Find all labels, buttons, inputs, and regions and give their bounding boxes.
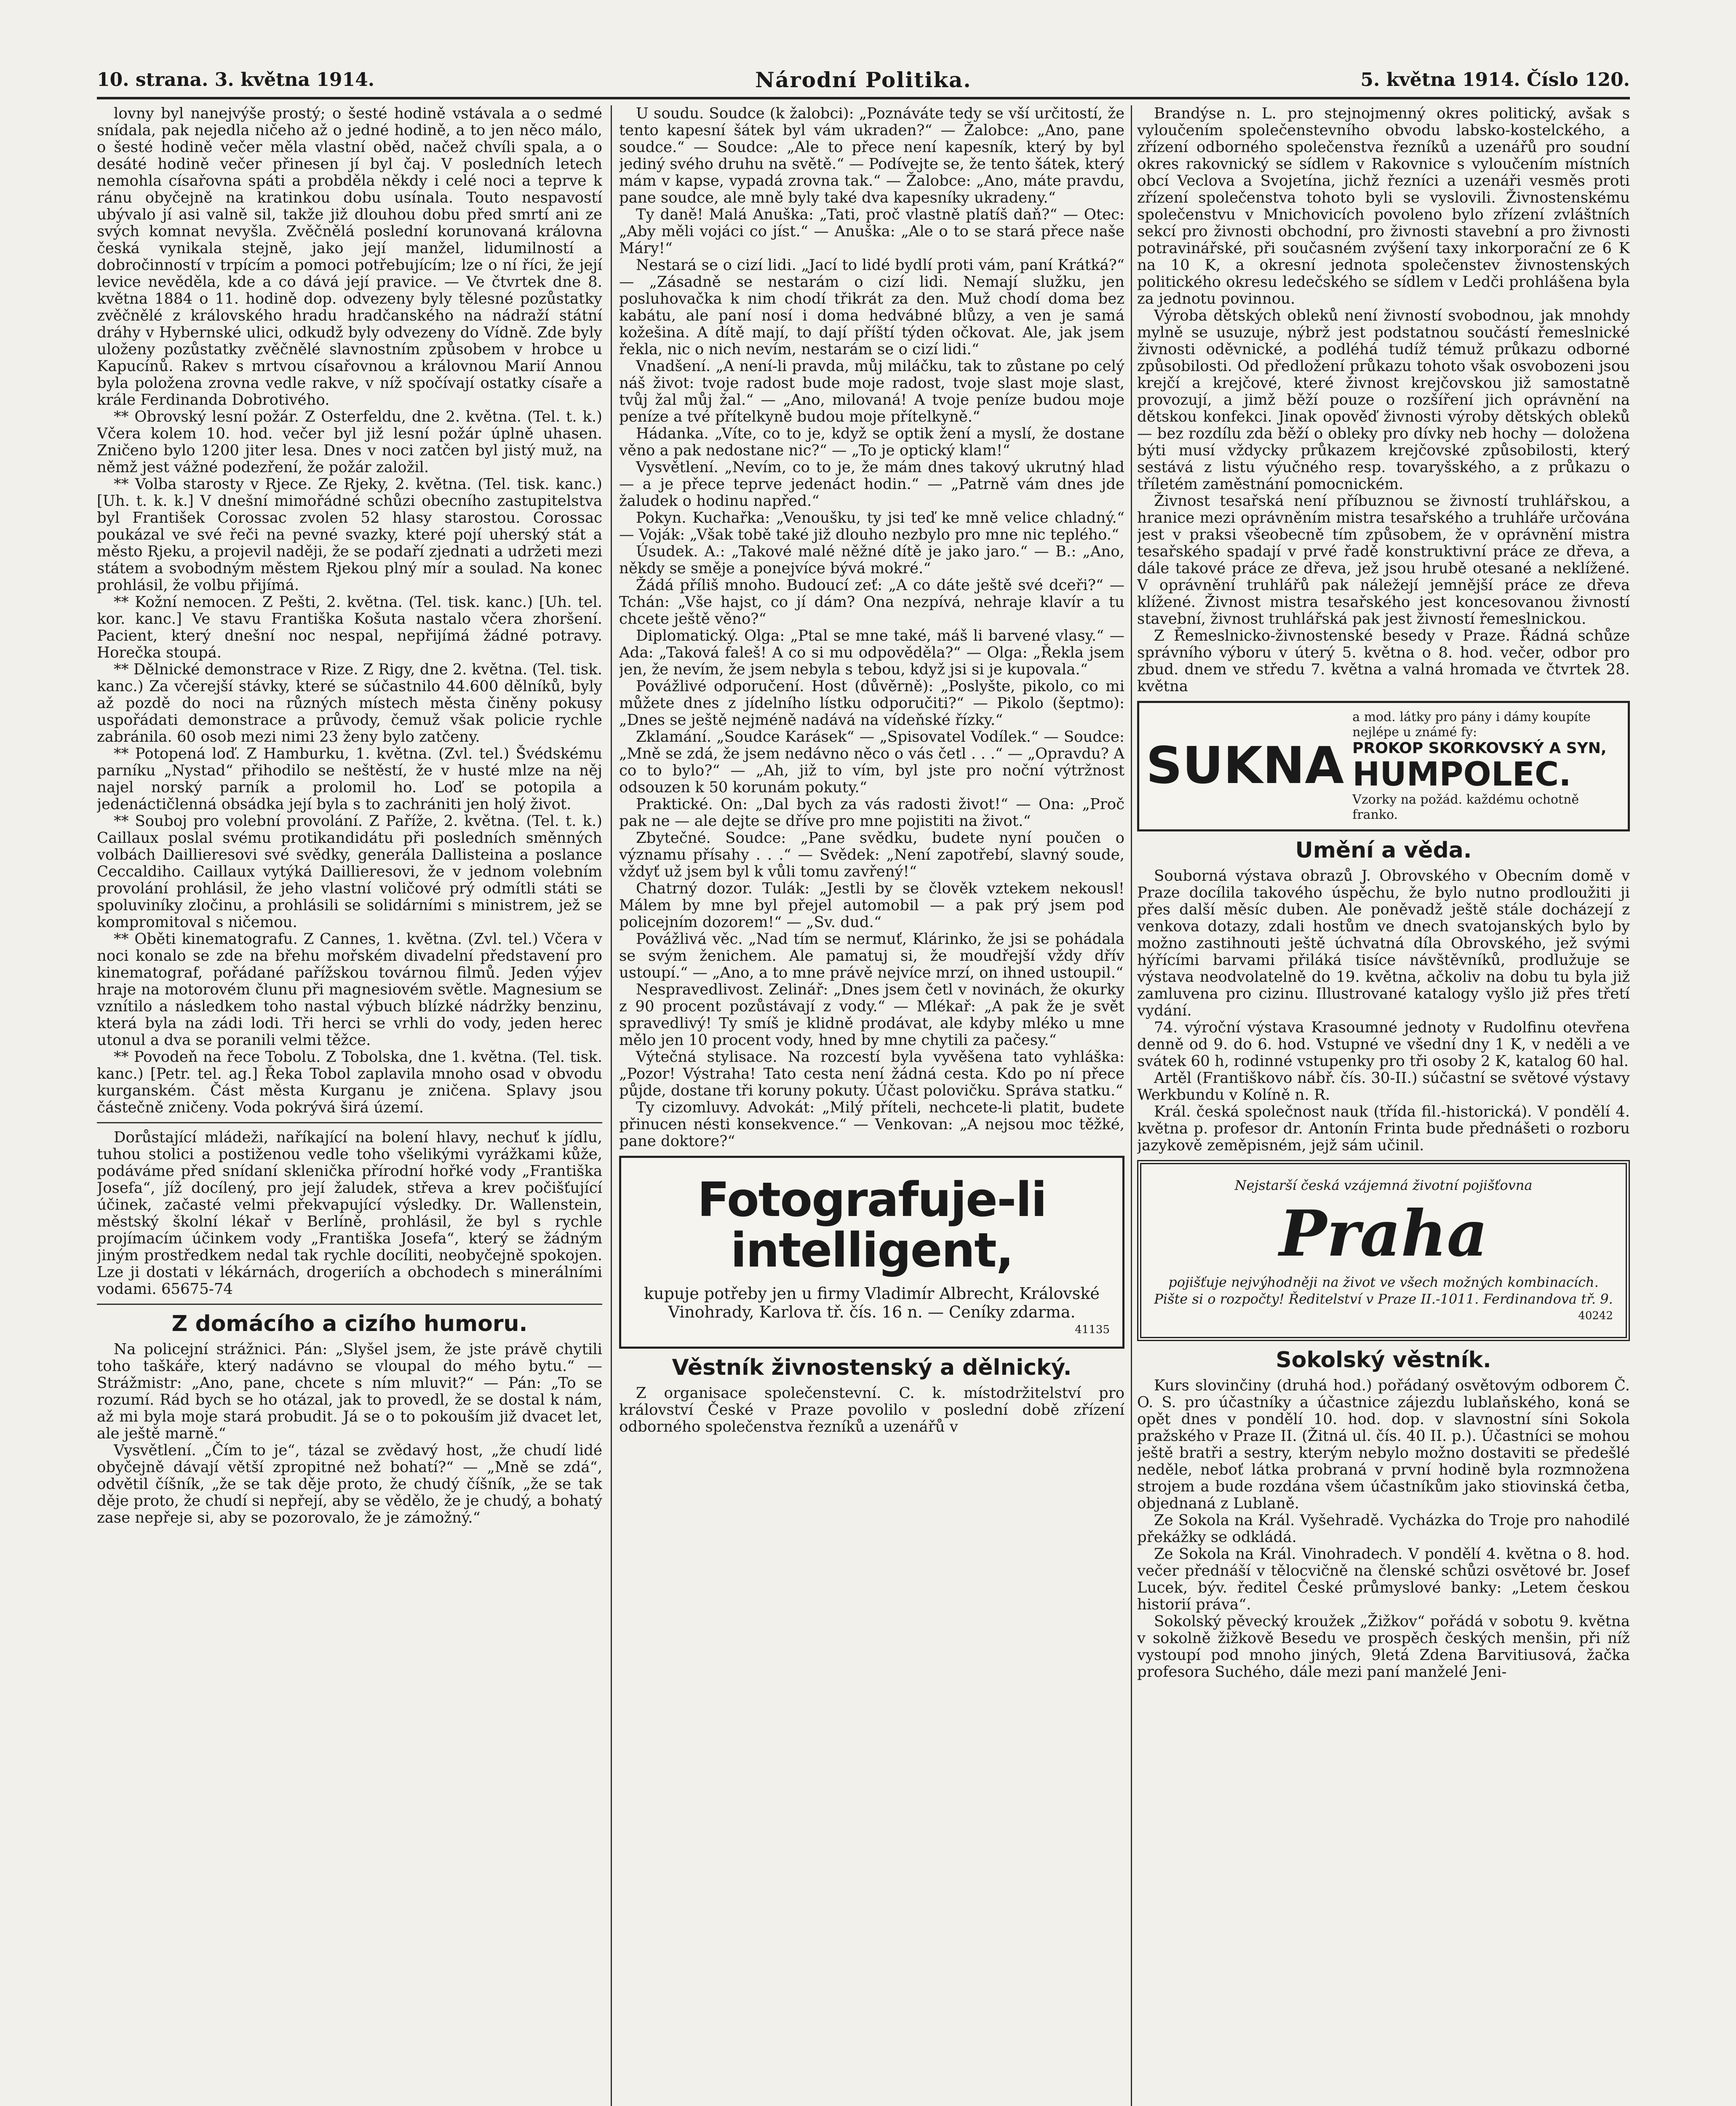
section-heading-sokol: Sokolský věstník. (1276, 1347, 1491, 1373)
humor-item: Povážlivá věc. „Nad tím se nermuť, Klárinko, že jsi se pohádala se svým ženichem. Ale pamatuj si, že moudřejší vždy dřív ustoupí.“ — „Ano, a to mne právě nejvíce mrzí, on ihned ustoupil.“ (619, 930, 1124, 981)
news-item: ** Povodeň na řece Tobolu. Z Tobolska, dne 1. května. (Tel. tisk. kanc.) [Petr. tel. ag.] Řeka Tobol zaplavila mnoho osad v obvodu kurganském. Část města Kurganu je zničena. Splavy jsou částečně zničeny. Voda pokrývá širá území. (97, 1048, 602, 1116)
article-paragraph: Souborná výstava obrazů J. Obrovského v Obecním domě v Praze docílila takového úspěchu, že bylo nutno prodloužiti ji přes další měsíc duben. Ale poněvadž ještě stále docházejí z venkova dotazy, zdali hostům ve dnech svatojanských bylo by možno zastihnouti ještě úchvatná díla Obrovského, jež svými hýřícími barvami přiláká tisíce návštěvníků, prodlužuje se výstava neodvolatelně do 19. května, ačkoliv na dobu tu byla již zamluvena pro cizinu. Illustrované katalogy vyšlo již přes třetí vydání. (1137, 867, 1630, 1019)
news-item: ** Souboj pro volební provolání. Z Paříže, 2. května. (Tel. t. k.) Caillaux poslal svému protikandidátu při posledních směnných volbách Daillieresovi své svědky, generála Dallisteina a poslance Ceccaldiho. Caillaux vytýká Daillieresovi, že v jednom volebním provolání prohlásil, že jeho vlastní voličové prý odmítli státi se spoluviníky zločinu, a prohlásili se solidárními s ministrem, jež se kompromitoval s ničemou. (97, 812, 602, 931)
ad-headline: Fotografuje-li intelligent, (697, 1173, 1047, 1278)
article-paragraph: Živnost tesařská není příbuznou se živností truhlářskou, a hranice mezi oprávněním mistra tesařského a truhláře určována jest v praksi všeobecně tím způsobem, že v oprávnění mistra tesařského spadají v prvé řadě konstruktivní práce ze dřeva, a dále takové práce ze dřeva, jež jsou hrubě otesané a neklížené. V oprávnění truhlářů pak náležejí jemnější práce ze dřeva klížené. Živnost mistra tesařského jest koncesovanou živností stavební, živnost truhlářská pak jest živností řemeslnickou. (1137, 492, 1630, 628)
article-paragraph: 74. výroční výstava Krasoumné jednoty v Rudolfinu otevřena denně od 9. do 6. hod. Vstupné ve všední dny 1 K, v neděli a ve svátek 60 h, rodinné vstupenky pro tři osoby 2 K, katalog 60 hal. (1137, 1019, 1630, 1070)
ad-firm-name: PROKOP SKORKOVSKÝ A SYN, (1352, 740, 1607, 757)
advertisement-praha (1137, 1160, 1630, 1341)
humor-item: Hádanka. „Víte, co to je, když se optik žení a myslí, že dostane věno a pak nedostane nic?“ — „To je optický klam!“ (619, 425, 1124, 459)
ad-town: HUMPOLEC. (1352, 756, 1571, 794)
section-divider (97, 1304, 602, 1305)
column-3 (1137, 105, 1630, 2106)
news-item: ** Kožní nemocen. Z Pešti, 2. května. (Tel. tisk. kanc.) [Uh. tel. kor. kanc.] Ve stavu Františka Košuta nastalo včera zhoršení. Pacient, který dnešní noc nespal, nepřijímá žádné potravy. Horečka stoupá. (97, 593, 602, 661)
article-paragraph: Artěl (Františkovo nábř. čís. 30-II.) súčastní se světové výstavy Werkbundu v Kolíně n. R. (1137, 1069, 1630, 1104)
section-heading-humor: Z domácího a cizího humoru. (171, 1311, 528, 1336)
article-paragraph: Z organisace společenstevní. C. k. místodržitelství pro království České v Praze povolilo v poslední době zřízení odborného společenstva řezníků a uzenářů v (619, 1384, 1124, 1435)
humor-item: Praktické. On: „Dal bych za vás radosti život!“ — Ona: „Proč pak ne — ale dejte se dříve pro mne pojistiti na život.“ (619, 796, 1124, 830)
news-item: ** Volba starosty v Rjece. Ze Rjeky, 2. května. (Tel. tisk. kanc.) [Uh. t. k. k.] V dnešní mimořádné schůzi obecního zastupitelstva byl František Corossac zvolen 52 hlasy starostou. Corossac poukázal ve své řeči na pevné svazky, které pojí uherský stát a město Rjeku, a projevil naději, že se podaří zjednati a udržeti mezi státem a svobodným městem Rjekou plný mír a soulad. Na konec prohlásil, že volbu přijímá. (97, 476, 602, 594)
humor-item: Nespravedlivost. Zelinář: „Dnes jsem četl v novinách, že okurky z 90 procent pozůstávají z vody.“ — Mlékař: „A pak že je svět spravedlivý! Ty smíš je klidně prodávat, ale kdyby mléko u mne mělo jen 10 procent vody, hned by mne chytili za pačesy.“ (619, 981, 1124, 1049)
article-paragraph: Ze Sokola na Král. Vyšehradě. Vycházka do Troje pro nahodilé překážky se odkládá. (1137, 1512, 1630, 1546)
article-paragraph: Král. česká společnost nauk (třída fil.-historická). V pondělí 4. května p. profesor dr. Antonín Frinta bude přednášeti o rozboru jazykově zeměpisném, jejž sám učinil. (1137, 1103, 1630, 1154)
ad-text: pojišťuje nejvýhodněji na život ve všech možných kombinacích. Pište si o rozpočty! Ředitelství v Praze II.-1011. Ferdinandova tř. 9. (1154, 1274, 1613, 1307)
section-heading-trade: Věstník živnostenský a dělnický. (672, 1355, 1072, 1380)
news-item: ** Obrovský lesní požár. Z Osterfeldu, dne 2. května. (Tel. t. k.) Včera kolem 10. hod. večer byl již lesní požár úplně uhasen. Zničeno bylo 1200 jiter lesa. Dnes v noci zatčen byl jistý muž, na němž jest vážné podezření, že požár založil. (97, 408, 602, 476)
humor-item: Pokyn. Kuchařka: „Venoušku, ty jsi teď ke mně velice chladný.“ — Voják: „Však tobě také již dlouho nezbylo pro mne nic teplého.“ (619, 509, 1124, 543)
article-paragraph: Výroba dětských obleků není živností svobodnou, jak mnohdy mylně se usuzuje, nýbrž jest podstatnou součástí řemeslnické živnosti oděvnické, a podléhá tudíž témuž průkazu odborné způsobilosti. Od předložení průkazu tohoto však osvobozeni jsou krejčí a krejčové, které živnost krejčovskou již samostatně provozují, a jimž běží pouze o rozšíření jich oprávnění na dětskou konfekci. Jinak opověď živnosti výroby dětských obleků — bez rozdílu zda běží o obleky pro dívky neb hochy — doložena býti musí vždycky průkazem krejčovské způsobilosti, který sestává z listu výučného resp. tovaryšského, a z průkazu o tříletém zaměstnání pomocnickém. (1137, 307, 1630, 493)
humor-item: Žádá příliš mnoho. Budoucí zeť: „A co dáte ještě své dceři?“ — Tchán: „Vše hajst, co jí dám? Ona nezpívá, nehraje klavír a tu chcete ještě věno?“ (619, 577, 1124, 628)
humor-item: Vysvětlení. „Nevím, co to je, že mám dnes takový ukrutný hlad — a je přece teprve jedenáct hodin.“ — „Patrně vám dnes jde žaludek o hodinu napřed.“ (619, 459, 1124, 510)
humor-item: Diplomatický. Olga: „Ptal se mne také, máš li barvené vlasy.“ — Ada: „Taková faleš! A co si mu odpověděla?“ — Olga: „Řekla jsem jen, že nevím, že jsem nebyla s tebou, když jsi si je kupovala.“ (619, 627, 1124, 678)
ad-text: Vzorky na požád. každému ochotně franko. (1352, 792, 1579, 822)
humor-item: Zbytečné. Soudce: „Pane svědku, budete nyní poučen o významu přísahy . . .“ — Svědek: „Není zapotřebí, slavný soude, vždyť už jsem byl k vůli tomu zavřený!“ (619, 829, 1124, 880)
column-rule (611, 105, 612, 2106)
article-paragraph: Brandýse n. L. pro stejnojmenný okres politický, avšak s vyloučením společenstevního obvodu labsko-kostelckého, a zřízení odborného společenstva řezníků a uzenářů pro soudní okres rakovnický se sídlem v Rakovnice s vyloučením místních obcí Veclova a Svojetína, jichž řezníci a uzenáři vesměs proti zřízení společenstva tohoto byli se vyslovili. Živnostenskému společenstvu v Mnichovicích povoleno bylo zřízení zvláštních sekcí pro živnosti obchodní, pro živnosti stavební a pro živnosti potravinářské, při současném zvýšení taxy inkorporační ze 6 K na 10 K, a okresní jednota společenstev živnostenských politického okresu ledečského se sídlem v Ledči prohlášena byla za jednotu povinnou. (1137, 105, 1630, 307)
humor-item: Ty daně! Malá Anuška: „Tati, proč vlastně platíš daň?“ — Otec: „Aby měli vojáci co jíst.“ — Anuška: „Ale o to se stará přece naše Máry!“ (619, 206, 1124, 257)
humor-item: Zklamání. „Soudce Karásek“ — „Spisovatel Vodílek.“ — Soudce: „Mně se zdá, že jsem nedávno něco o vás četl . . .“ — „Opravdu? A co to bylo?“ — „Ah, již to vím, byl jste pro noční výtržnost odsouzen k 50 korunám pokuty.“ (619, 728, 1124, 796)
advertisement-photography (619, 1156, 1124, 1349)
ad-text: a mod. látky pro pány i dámy koupíte nejlépe u známé fy: (1352, 710, 1591, 740)
article-paragraph: Z Řemeslnicko-živnostenské besedy v Praze. Řádná schůze správního výboru v úterý 5. května o 8. hod. večer, odbor pro zbud. dnem ve středu 7. května a valná hromada ve čtvrtek 28. května (1137, 627, 1630, 695)
article-paragraph: Sokolský pěvecký kroužek „Žižkov“ pořádá v sobotu 9. května v sokolně žižkově Besedu ve prospěch českých menšin, při níž vystoupí pod mnoho jiných, 9letá Zdena Barvitiusová, žačka profesora Suchého, dále mezi paní manželé Jeni- (1137, 1613, 1630, 1681)
humor-item: Ty cizomluvy. Advokát: „Milý příteli, nechcete-li platit, budete přinucen nésti konsekvence.“ — Venkovan: „A nejsou moc těžké, pane doktore?“ (619, 1099, 1124, 1150)
humor-item: Nestará se o cizí lidi. „Jací to lidé bydlí proti vám, paní Krátká?“ — „Zásadně se nestarám o cizí lidi. Nemají služku, jen posluhovačka k nim chodí třikrát za den. Muž chodí doma bez kabátu, ale paní nosí i doma hedvábné blůzy, a ven je samá kožešina. A dítě mají, to dají příští týden očkovat. Ale, jak jsem řekla, nic o nich nevím, nestarám se o cizí lidi.“ (619, 257, 1124, 358)
advertorial-paragraph: Dorůstající mládeži, naříkající na bolení hlavy, nechuť k jídlu, tuhou stolici a postiženou vedle toho všelikými vyrážkami kůže, podáváme před snídaní sklenička přírodní hořké vody „Františka Josefa“, jíž docílený, pro její žaludek, střeva a krev počišťující účinek, začasté velmi překvapující výsledky. Dr. Wallenstein, městský školní lékař v Berlíně, prohlásil, že byl s rychle projímacím účinkem vody „Františka Josefa“, který se žádným jiným prostředkem nedal tak rychle docíliti, neobyčejně spokojen. Lze ji dostati v lékárnách, drogeriích a obchodech s minerálními vodami. 65675-74 (97, 1129, 602, 1298)
ad-number: 41135 (1075, 1323, 1110, 1336)
ad-text: Nejstarší česká vzájemná životní pojišťovna (1234, 1177, 1533, 1193)
column-rule (1131, 105, 1132, 2106)
page-header (97, 63, 1630, 99)
article-paragraph: Ze Sokola na Král. Vinohradech. V pondělí 4. května o 8. hod. večer přednáší v tělocvičně na členské schůzi osvětové br. Josef Lucek, býv. ředitel České průmyslové banky: „Letem českou historií práva“. (1137, 1545, 1630, 1613)
column-1 (97, 105, 602, 2106)
ad-number: 40242 (1578, 1310, 1613, 1322)
section-heading-arts: Umění a věda. (1295, 838, 1472, 863)
news-item: ** Oběti kinematografu. Z Cannes, 1. května. (Zvl. tel.) Včera v noci konalo se zde na břehu mořském divadelní představení pro kinematograf, pořádané pařížskou továrnou filmů. Jeden výjev hraje na motorovém člunu při magnesiovém světle. Magnesium se vznítilo a následkem toho nastal výbuch blízké nádržky benzinu, která byla na zádi lodi. Tři herci se vrhli do vody, jeden herec utonul a dva se poranili velmi těžce. (97, 930, 602, 1049)
article-paragraph: lovny byl nanejvýše prostý; o šesté hodině vstávala a o sedmé snídala, pak nejedla ničeho až o jedné hodině, a to jen něco málo, o šesté hodině večer měla vlastní oběd, načež chvíli spala, a o desáté hodině večer přinesen jí byl čaj. V posledních letech nemohla císařovna spáti a probděla někdy i celé noci a teprve k ránu obyčejně na kratinkou dobu usínala. Touto nespavostí ubývalo jí asi valně sil, takže již dlouhou dobu před smrtí ani ze svých komnat nevyšla. Zvěčnělá poslední korunovaná královna česká vynikala stejně, jako její manžel, lidumilností a dobročinností v trpícím a pomoci potřebujícím; lze o ní říci, že její levice nevěděla, kde a co dává její pravice. — Ve čtvrtek dne 8. května 1884 o 11. hodině dop. odvezeny byly tělesné pozůstatky zvěčnělé z královského hradu hradčanského na nádraží státní dráhy v Hybernské ulici, odkudž byly odvezeny do Vídně. Zde byly uloženy pozůstatky zvěčnělé slavnostním způsobem v hrobce u Kapucínů. Rakev s mrtvou císařovnou a královnou Marií Annou byla položena zrovna vedle rakve, v níž spočívají ostatky císaře a krále Ferdinanda Dobrotivého. (97, 105, 602, 409)
header-issue: 5. května 1914. Číslo 120. (1360, 69, 1630, 91)
humor-item: Chatrný dozor. Tulák: „Jestli by se člověk vztekem nekousl! Málem by mne byl přejel automobil — a pak prý jsem pod policejním dozorem!“ — „Sv. dud.“ (619, 880, 1124, 931)
header-masthead: Národní Politika. (755, 67, 972, 92)
article-paragraph: Kurs slovinčiny (druhá hod.) pořádaný osvětovým odborem Č. O. S. pro účastníky a účastnice zájezdu lublaňského, koná se opět dnes v pondělí 10. hod. dop. v slavnostní síni Sokola pražského v Praze II. (Žitná ul. čís. 40 II. p.). Účastníci se mohou ještě bratři a sestry, kterým nebylo možno dostaviti se předešlé neděle, neboť látka probraná v první hodině byla rozmnožena strojem a bude rozdána všem účastníkům jako stiovinská četba, objednaná z Lublaně. (1137, 1377, 1630, 1512)
humor-item: U soudu. Soudce (k žalobci): „Poznáváte tedy se vší určitostí, že tento kapesní šátek byl vám ukraden?“ — Žalobce: „Ano, pane soudce.“ — Soudce: „Ale to přece není kapesník, který by byl jediný svého druhu na světě.“ — Podívejte se, že tento šátek, který mám v kapse, vypadá zrovna tak.“ — Žalobce: „Ano, máte pravdu, pane soudce, ale mně byly také dva kapesníky ukradeny.“ (619, 105, 1124, 206)
ad-logo: SUKNA (1146, 737, 1344, 795)
ad-text: kupuje potřeby jen u firmy Vladimír Albrecht, Královské Vinohrady, Karlova tř. čís. 16 n. — Ceníky zdarma. (644, 1284, 1100, 1321)
humor-item: Povážlivé odporučení. Host (důvěrně): „Poslyšte, pikolo, co mi můžete dnes z jídelního lístku odporučiti?“ — Pikolo (šeptmo): „Dnes se ještě nejméně nadává na vídeňské řízky.“ (619, 678, 1124, 729)
header-page-date: 10. strana. 3. května 1914. (97, 69, 375, 91)
humor-item: Vysvětlení. „Čím to je“, tázal se zvědavý host, „že chudí lidé obyčejně dávají větší zpropitné než bohatí?“ — „Mně se zdá“, odvětil číšník, „že se tak děje proto, že chudý číšník, „že se tak děje proto, že chudí si nepřejí, aby se vědělo, že je chudý, a bohatý zase nepřeje si, aby se pozorovalo, že je zámožný.“ (97, 1442, 602, 1526)
humor-item: Na policejní strážnici. Pán: „Slyšel jsem, že jste právě chytili toho taškáře, který nadávno se vloupal do mého bytu.“ — Strážmistr: „Ano, pane, chcete s ním mluvit?“ — Pán: „To se rozumí. Rád bych se ho otázal, jak to provedl, že se dostal k nám, až mi byla moje stará probudit. Já se o to pokouším již dvacet let, ale ještě marně.“ (97, 1341, 602, 1442)
news-item: ** Potopená loď. Z Hamburku, 1. května. (Zvl. tel.) Švédskému parníku „Nystad“ přihodilo se neštěstí, že v husté mlze na něj najel norský parník a prolomil ho. Loď se potopila a jedenáctičlenná obsádka její byla s to zachrániti jen holý život. (97, 745, 602, 813)
column-2 (619, 105, 1124, 2106)
humor-item: Úsudek. A.: „Takové malé něžné dítě je jako jaro.“ — B.: „Ano, někdy se směje a ponejvíce bývá mokré.“ (619, 543, 1124, 577)
news-item: ** Dělnické demonstrace v Rize. Z Rigy, dne 2. května. (Tel. tisk. kanc.) Za včerejší stávky, které se súčastnilo 44.600 dělníků, byly až pozdě do noci na různých místech města činěny pokusy uspořádati demonstrace a průvody, čemuž však policie rychle zabránila. 60 osob mezi nimi 23 ženy bylo zatčeny. (97, 661, 602, 746)
advertisement-sukna (1137, 701, 1630, 831)
humor-item: Vnadšení. „A není-li pravda, můj miláčku, tak to zůstane po celý náš život: tvoje radost bude moje radost, tvoje slast moje slast, tvůj žal můj žal.“ — „Ano, milovaná! A tvoje peníze budou moje peníze a tvé přítelkyně budou moje přítelkyně.“ (619, 358, 1124, 425)
section-divider (97, 1122, 602, 1123)
humor-item: Výtečná stylisace. Na rozcestí byla vyvěšena tato vyhláška: „Pozor! Výstraha! Tato cesta není žádná cesta. Kdo po ní přece půjde, dostane tři koruny pokuty. Účast polovičku. Správa statku.“ (619, 1048, 1124, 1099)
ad-logo: Praha (1279, 1197, 1488, 1271)
